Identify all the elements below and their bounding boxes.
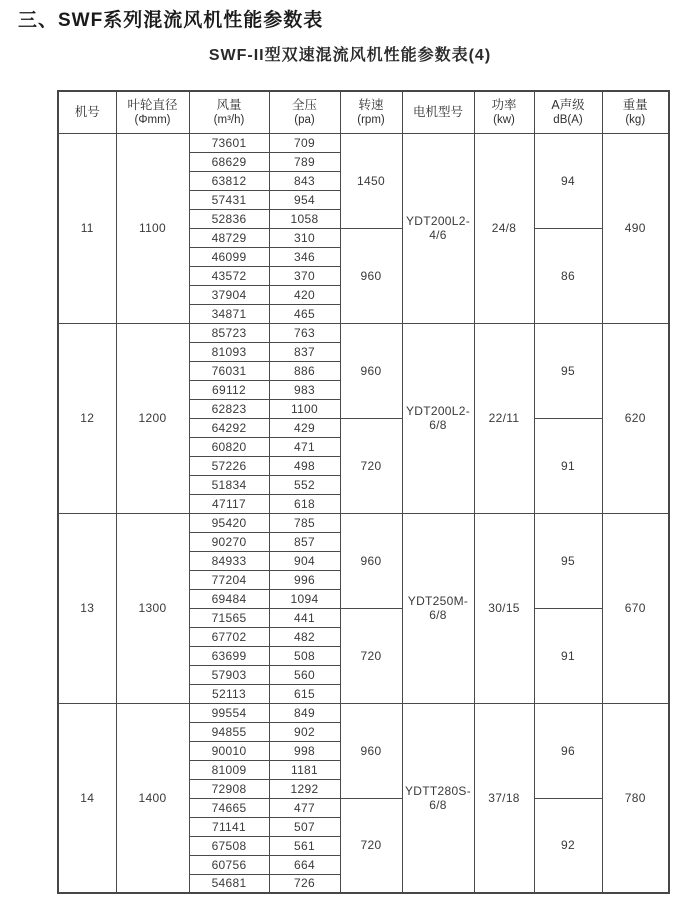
power-cell: 37/18 bbox=[474, 703, 534, 893]
column-header: 转速 (rpm) bbox=[340, 91, 402, 133]
speed-cell: 960 bbox=[340, 703, 402, 798]
model-no-cell: 11 bbox=[58, 133, 116, 323]
motor-model-cell: YDT250M-6/8 bbox=[402, 513, 474, 703]
weight-cell: 670 bbox=[602, 513, 669, 703]
pressure-cell: 664 bbox=[269, 855, 340, 874]
column-header: 全压 (pa) bbox=[269, 91, 340, 133]
column-header: A声级 dB(A) bbox=[534, 91, 602, 133]
speed-cell: 960 bbox=[340, 513, 402, 608]
pressure-cell: 954 bbox=[269, 190, 340, 209]
airflow-cell: 73601 bbox=[189, 133, 269, 152]
sound-level-cell: 91 bbox=[534, 418, 602, 513]
motor-model-cell: YDT200L2-6/8 bbox=[402, 323, 474, 513]
fan-performance-table bbox=[57, 90, 670, 894]
impeller-diameter-cell: 1100 bbox=[116, 133, 189, 323]
impeller-diameter-cell: 1200 bbox=[116, 323, 189, 513]
sound-level-cell: 96 bbox=[534, 703, 602, 798]
airflow-cell: 72908 bbox=[189, 779, 269, 798]
airflow-cell: 84933 bbox=[189, 551, 269, 570]
pressure-cell: 996 bbox=[269, 570, 340, 589]
pressure-cell: 552 bbox=[269, 475, 340, 494]
pressure-cell: 560 bbox=[269, 665, 340, 684]
power-cell: 22/11 bbox=[474, 323, 534, 513]
sound-level-cell: 95 bbox=[534, 323, 602, 418]
sound-level-cell: 94 bbox=[534, 133, 602, 228]
pressure-cell: 849 bbox=[269, 703, 340, 722]
table-row bbox=[58, 703, 669, 722]
pressure-cell: 471 bbox=[269, 437, 340, 456]
model-no-cell: 14 bbox=[58, 703, 116, 893]
table-header bbox=[58, 91, 669, 133]
pressure-cell: 507 bbox=[269, 817, 340, 836]
airflow-cell: 71565 bbox=[189, 608, 269, 627]
airflow-cell: 60756 bbox=[189, 855, 269, 874]
pressure-cell: 902 bbox=[269, 722, 340, 741]
column-header: 功率 (kw) bbox=[474, 91, 534, 133]
pressure-cell: 1058 bbox=[269, 209, 340, 228]
pressure-cell: 857 bbox=[269, 532, 340, 551]
sound-level-cell: 95 bbox=[534, 513, 602, 608]
pressure-cell: 1100 bbox=[269, 399, 340, 418]
airflow-cell: 99554 bbox=[189, 703, 269, 722]
airflow-cell: 46099 bbox=[189, 247, 269, 266]
power-cell: 24/8 bbox=[474, 133, 534, 323]
airflow-cell: 43572 bbox=[189, 266, 269, 285]
airflow-cell: 64292 bbox=[189, 418, 269, 437]
airflow-cell: 90010 bbox=[189, 741, 269, 760]
pressure-cell: 1181 bbox=[269, 760, 340, 779]
table-row bbox=[58, 323, 669, 342]
pressure-cell: 904 bbox=[269, 551, 340, 570]
pressure-cell: 785 bbox=[269, 513, 340, 532]
airflow-cell: 81093 bbox=[189, 342, 269, 361]
speed-cell: 960 bbox=[340, 323, 402, 418]
airflow-cell: 94855 bbox=[189, 722, 269, 741]
column-header: 机号 bbox=[58, 91, 116, 133]
pressure-cell: 465 bbox=[269, 304, 340, 323]
pressure-cell: 618 bbox=[269, 494, 340, 513]
table-row bbox=[58, 513, 669, 532]
airflow-cell: 37904 bbox=[189, 285, 269, 304]
pressure-cell: 441 bbox=[269, 608, 340, 627]
airflow-cell: 77204 bbox=[189, 570, 269, 589]
pressure-cell: 310 bbox=[269, 228, 340, 247]
airflow-cell: 69112 bbox=[189, 380, 269, 399]
airflow-cell: 57226 bbox=[189, 456, 269, 475]
airflow-cell: 52113 bbox=[189, 684, 269, 703]
table-row bbox=[58, 133, 669, 152]
speed-cell: 720 bbox=[340, 798, 402, 893]
pressure-cell: 561 bbox=[269, 836, 340, 855]
pressure-cell: 726 bbox=[269, 874, 340, 893]
airflow-cell: 52836 bbox=[189, 209, 269, 228]
airflow-cell: 90270 bbox=[189, 532, 269, 551]
pressure-cell: 709 bbox=[269, 133, 340, 152]
column-header: 风量 (m³/h) bbox=[189, 91, 269, 133]
pressure-cell: 886 bbox=[269, 361, 340, 380]
page-title: 三、SWF系列混流风机性能参数表 bbox=[18, 10, 324, 31]
sound-level-cell: 86 bbox=[534, 228, 602, 323]
sound-level-cell: 91 bbox=[534, 608, 602, 703]
sound-level-cell: 92 bbox=[534, 798, 602, 893]
header-row bbox=[58, 91, 669, 133]
speed-cell: 1450 bbox=[340, 133, 402, 228]
column-header: 重量 (kg) bbox=[602, 91, 669, 133]
airflow-cell: 74665 bbox=[189, 798, 269, 817]
weight-cell: 780 bbox=[602, 703, 669, 893]
speed-cell: 720 bbox=[340, 418, 402, 513]
airflow-cell: 71141 bbox=[189, 817, 269, 836]
column-header: 叶轮直径 (Φmm) bbox=[116, 91, 189, 133]
impeller-diameter-cell: 1300 bbox=[116, 513, 189, 703]
airflow-cell: 95420 bbox=[189, 513, 269, 532]
airflow-cell: 69484 bbox=[189, 589, 269, 608]
airflow-cell: 57431 bbox=[189, 190, 269, 209]
airflow-cell: 34871 bbox=[189, 304, 269, 323]
airflow-cell: 54681 bbox=[189, 874, 269, 893]
pressure-cell: 998 bbox=[269, 741, 340, 760]
pressure-cell: 843 bbox=[269, 171, 340, 190]
airflow-cell: 60820 bbox=[189, 437, 269, 456]
speed-cell: 720 bbox=[340, 608, 402, 703]
column-header: 电机型号 bbox=[402, 91, 474, 133]
airflow-cell: 68629 bbox=[189, 152, 269, 171]
motor-model-cell: YDTT280S-6/8 bbox=[402, 703, 474, 893]
airflow-cell: 81009 bbox=[189, 760, 269, 779]
weight-cell: 490 bbox=[602, 133, 669, 323]
airflow-cell: 47117 bbox=[189, 494, 269, 513]
model-no-cell: 13 bbox=[58, 513, 116, 703]
pressure-cell: 1094 bbox=[269, 589, 340, 608]
model-no-cell: 12 bbox=[58, 323, 116, 513]
airflow-cell: 63812 bbox=[189, 171, 269, 190]
airflow-cell: 48729 bbox=[189, 228, 269, 247]
pressure-cell: 983 bbox=[269, 380, 340, 399]
pressure-cell: 346 bbox=[269, 247, 340, 266]
motor-model-cell: YDT200L2-4/6 bbox=[402, 133, 474, 323]
speed-cell: 960 bbox=[340, 228, 402, 323]
table-title: SWF-II型双速混流风机性能参数表(4) bbox=[208, 47, 492, 64]
pressure-cell: 482 bbox=[269, 627, 340, 646]
airflow-cell: 57903 bbox=[189, 665, 269, 684]
airflow-cell: 67508 bbox=[189, 836, 269, 855]
airflow-cell: 67702 bbox=[189, 627, 269, 646]
pressure-cell: 763 bbox=[269, 323, 340, 342]
impeller-diameter-cell: 1400 bbox=[116, 703, 189, 893]
pressure-cell: 837 bbox=[269, 342, 340, 361]
pressure-cell: 508 bbox=[269, 646, 340, 665]
airflow-cell: 85723 bbox=[189, 323, 269, 342]
table-body bbox=[58, 133, 669, 893]
airflow-cell: 76031 bbox=[189, 361, 269, 380]
pressure-cell: 370 bbox=[269, 266, 340, 285]
pressure-cell: 477 bbox=[269, 798, 340, 817]
pressure-cell: 1292 bbox=[269, 779, 340, 798]
airflow-cell: 62823 bbox=[189, 399, 269, 418]
pressure-cell: 429 bbox=[269, 418, 340, 437]
pressure-cell: 498 bbox=[269, 456, 340, 475]
pressure-cell: 420 bbox=[269, 285, 340, 304]
pressure-cell: 615 bbox=[269, 684, 340, 703]
airflow-cell: 63699 bbox=[189, 646, 269, 665]
pressure-cell: 789 bbox=[269, 152, 340, 171]
weight-cell: 620 bbox=[602, 323, 669, 513]
airflow-cell: 51834 bbox=[189, 475, 269, 494]
power-cell: 30/15 bbox=[474, 513, 534, 703]
